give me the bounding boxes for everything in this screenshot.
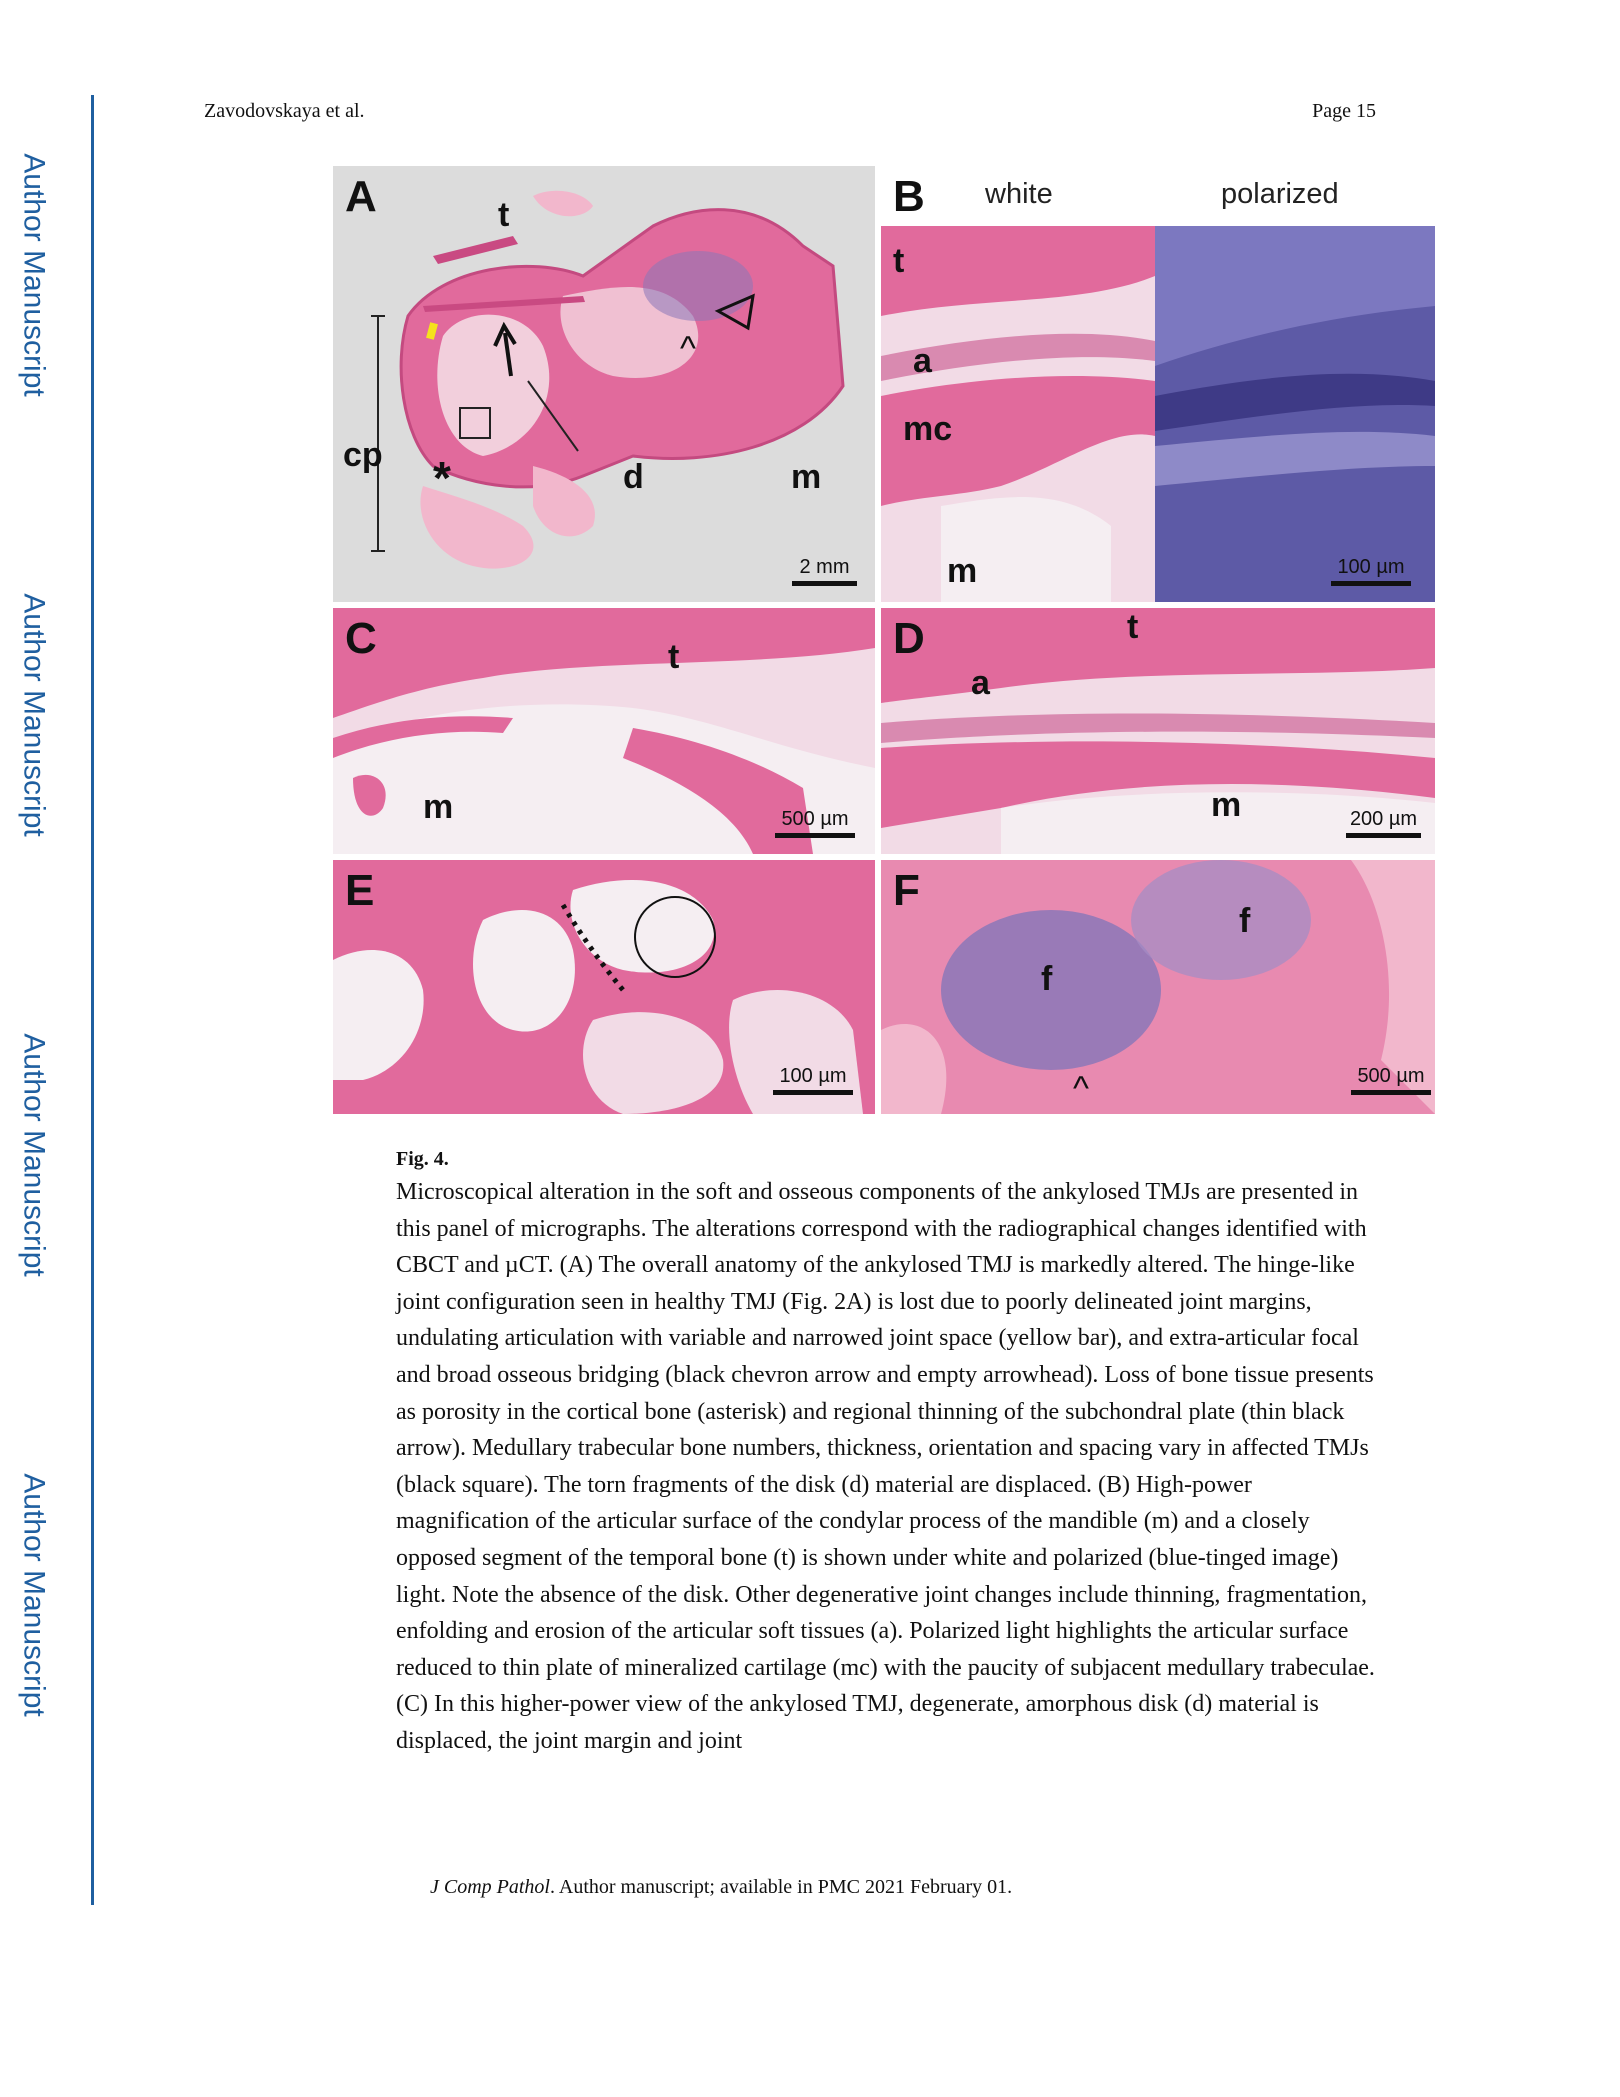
author-manuscript-sidebar [0,95,94,1905]
label-t: t [668,638,680,676]
label-d: d [623,458,644,496]
figure-caption-text: Microscopical alteration in the soft and osseous components of the ankylosed TMJs are presented in this panel of micrographs. The alterations correspond with the radiographical changes identified with CBCT and µCT. (A) The overall anatomy of the ankylosed TMJ is markedly altered. The hinge-like joint configuration seen in healthy TMJ (Fig. 2A) is lost due to poorly delineated joint margins, undulating articulation with variable and narrowed joint space (yellow bar), and extra-articular focal and broad osseous bridging (black chevron arrow and empty arrowhead). Loss of bone tissue presents as porosity in the cortical bone (asterisk) and regional thinning of the subchondral plate (thin black arrow). Medullary trabecular bone numbers, thickness, orientation and spacing vary in affected TMJs (black square). The torn fragments of the disk (d) material are displaced. (B) High-power magnification of the articular surface of the condylar process of the mandible (m) and a closely opposed segment of the temporal bone (t) is shown under white and polarized (blue-tinged image) light. Note the absence of the disk. Other degenerative joint changes include thinning, fragmentation, enfolding and erosion of the articular soft tissues (a). Polarized light highlights the articular surface reduced to thin plate of mineralized cartilage (mc) with the paucity of subjacent medullary trabeculae. (C) In this higher-power view of the ankylosed TMJ, degenerate, amorphous disk (d) material is displaced, the joint margin and joint [396,1179,1375,1754]
panel-b [881,166,1435,602]
footer-text: . Author manuscript; available in PMC 2021 February 01. [550,1876,1013,1898]
scale-bar-e: 100 µm [779,1065,847,1087]
scale-bar-f: 500 µm [1357,1065,1425,1087]
panel-e [333,860,875,1114]
panel-d [881,608,1435,854]
caret-marker: ^ [1073,1070,1089,1108]
sidebar-label-2: Author Manuscript [18,593,52,837]
journal-footer [430,1876,1012,1899]
panel-b-micrograph [881,166,1435,602]
label-polarized-light: polarized [1221,178,1339,210]
journal-name: J Comp Pathol [430,1876,550,1898]
panel-d-letter: D [893,614,925,663]
panel-b-letter: B [893,172,925,221]
sidebar-divider [91,95,94,1905]
label-cp: cp [343,436,383,474]
panel-c [333,608,875,854]
asterisk-marker: * [433,452,451,504]
panel-e-letter: E [345,866,375,915]
sidebar-label-1: Author Manuscript [18,153,52,397]
label-m: m [423,788,454,826]
label-m: m [1211,786,1242,824]
panel-a-letter: A [345,172,377,221]
label-t: t [893,242,905,280]
label-f: f [1239,902,1251,940]
scale-bar-d: 200 µm [1349,808,1418,830]
label-m: m [947,552,978,590]
panel-a [333,166,875,602]
label-a: a [971,664,990,702]
sidebar-label-3: Author Manuscript [18,1033,52,1277]
running-header-authors: Zavodovskaya et al. [204,100,365,122]
panel-a-micrograph [333,166,875,602]
figure-4 [333,166,1435,1114]
label-white-light: white [985,178,1053,210]
label-m: m [791,458,822,496]
scale-bar-b: 100 µm [1337,556,1405,578]
label-t: t [1127,608,1139,646]
caret-marker: ^ [680,330,696,368]
panel-c-letter: C [345,614,377,663]
figure-caption-title: Fig. 4. [396,1148,449,1170]
label-f: f [1041,960,1053,998]
panel-f [881,860,1435,1114]
scale-bar-a: 2 mm [799,556,850,578]
sidebar-label-4: Author Manuscript [18,1473,52,1717]
page-number: Page 15 [1312,100,1376,122]
label-a: a [913,342,932,380]
figure-caption [396,1148,1376,1760]
label-mc: mc [903,410,953,448]
label-t: t [498,196,510,234]
scale-bar-c: 500 µm [781,808,849,830]
panel-f-letter: F [893,866,920,915]
